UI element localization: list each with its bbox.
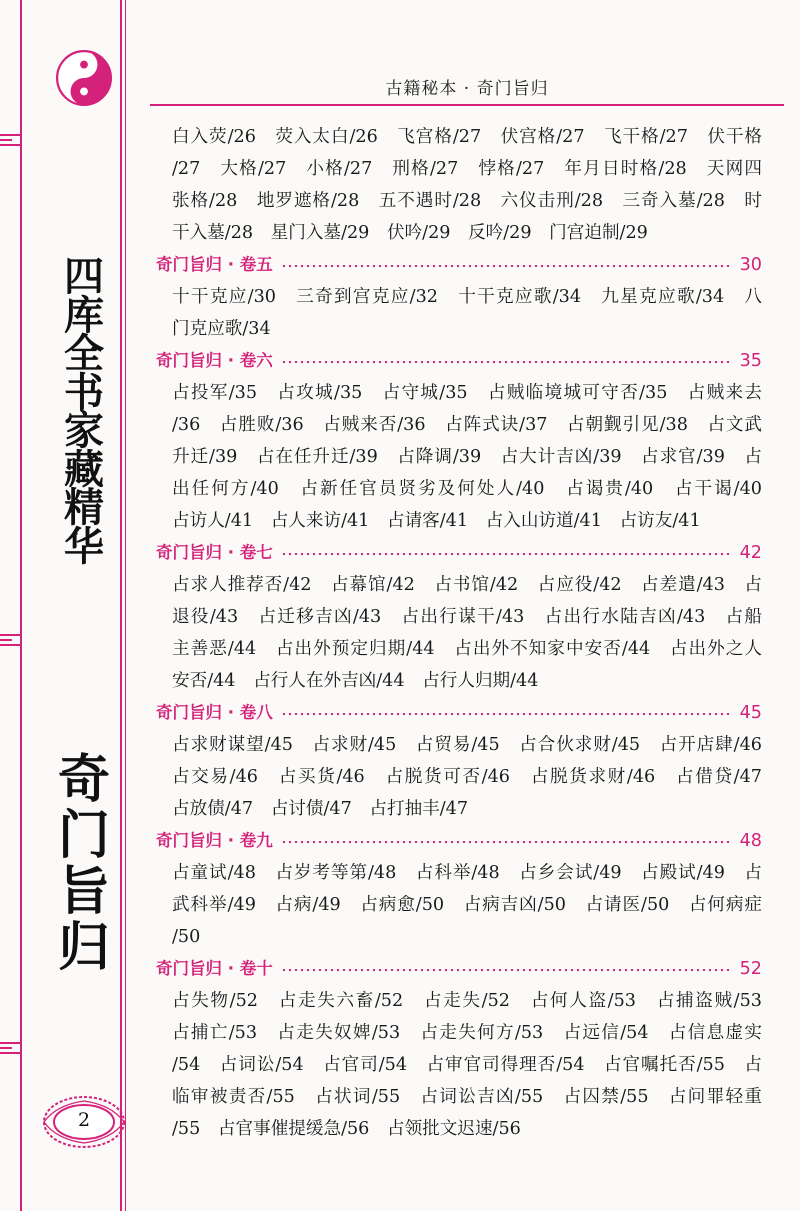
chapter-title: 奇门旨归 · 卷五 — [156, 255, 273, 274]
toc-entry-line: 白入荧/26 荧入太白/26 飞宫格/27 伏宫格/27 飞干格/27 伏干格 — [172, 127, 762, 147]
band-rule-inner-thin — [125, 0, 126, 1211]
toc-entry-line: 占童试/48 占岁考等第/48 占科举/48 占乡会试/49 占殿试/49 占 — [172, 863, 762, 883]
toc-entry-line: 门克应歌/34 — [172, 319, 271, 339]
chapter-page: 30 — [739, 255, 762, 275]
title-glyph: 全 — [64, 330, 104, 377]
title-glyph: 旨 — [57, 862, 110, 922]
toc-entry-line: 占失物/52 占走失六畜/52 占走失/52 占何人盗/53 占捕盗贼/53 — [172, 991, 762, 1011]
toc-entry-line: 出任何方/40 占新任官员贤劣及何处人/40 占谒贵/40 占干谒/40 — [172, 479, 762, 499]
left-decorative-band — [0, 0, 132, 1211]
title-glyph: 藏 — [64, 445, 104, 493]
page-number: 2 — [77, 1109, 91, 1131]
chapter-title: 奇门旨归 · 卷八 — [156, 703, 273, 722]
dot-leader — [281, 713, 732, 715]
toc-entry-line: 占访人/41 占人来访/41 占请客/41 占入山访道/41 占访友/41 — [172, 511, 701, 531]
toc-entry-line: 占交易/46 占买货/46 占脱货可否/46 占脱货求财/46 占借贷/47 — [172, 767, 762, 787]
band-ornament — [0, 632, 24, 646]
toc-entry-line: 武科举/49 占病/49 占病愈/50 占病吉凶/50 占请医/50 占何病症 — [172, 895, 762, 915]
table-of-contents — [156, 121, 762, 1145]
band-rule-inner — [120, 0, 122, 1211]
band-rule-outer — [20, 0, 22, 1211]
title-glyph: 书 — [64, 368, 104, 416]
toc-entry-line: 十干克应/30 三奇到宫克应/32 十干克应歌/34 九星克应歌/34 八 — [172, 287, 762, 307]
toc-entry-line: 干入墓/28 星门入墓/29 伏吟/29 反吟/29 门宫迫制/29 — [172, 223, 648, 243]
chapter-heading — [156, 537, 762, 569]
title-glyph: 家 — [64, 407, 104, 454]
toc-entry-line: /55 占官事催提缓急/56 占领批文迟速/56 — [172, 1119, 521, 1139]
toc-entry-line: 临审被责否/55 占状词/55 占词讼吉凶/55 占囚禁/55 占问罪轻重 — [172, 1087, 762, 1107]
toc-entry-line: 安否/44 占行人在外吉凶/44 占行人归期/44 — [172, 671, 539, 691]
dot-leader — [281, 265, 732, 267]
title-glyph: 门 — [57, 806, 110, 866]
dot-leader — [281, 969, 732, 971]
chapter-heading — [156, 697, 762, 729]
toc-entry-line: 占投军/35 占攻城/35 占守城/35 占贼临境城可守否/35 占贼来去 — [172, 383, 762, 403]
toc-entry-line: 退役/43 占迁移吉凶/43 占出行谋干/43 占出行水陆吉凶/43 占船 — [172, 607, 762, 627]
toc-entry-line: 占求财谋望/45 占求财/45 占贸易/45 占合伙求财/45 占开店肆/46 — [172, 735, 762, 755]
chapter-page: 42 — [739, 543, 762, 563]
toc-entry-line: /27 大格/27 小格/27 刑格/27 悖格/27 年月日时格/28 天网四 — [172, 159, 762, 179]
chapter-title: 奇门旨归 · 卷十 — [156, 959, 273, 978]
title-glyph: 归 — [57, 918, 110, 978]
title-glyph: 四 — [64, 253, 104, 300]
toc-entry-line: /50 — [172, 927, 201, 947]
chapter-heading — [156, 249, 762, 281]
chapter-heading — [156, 825, 762, 857]
dot-leader — [281, 553, 732, 555]
chapter-title: 奇门旨归 · 卷七 — [156, 543, 273, 562]
toc-entry-line: /54 占词讼/54 占官司/54 占审官司得理否/54 占官嘱托否/55 占 — [172, 1055, 762, 1075]
running-head: 古籍秘本 · 奇门旨归 — [385, 79, 549, 99]
header-rule — [150, 104, 784, 106]
dot-leader — [281, 841, 732, 843]
title-glyph: 精 — [64, 484, 104, 531]
chapter-title: 奇门旨归 · 卷九 — [156, 831, 273, 850]
series-title — [46, 253, 122, 570]
chapter-heading — [156, 345, 762, 377]
title-glyph: 华 — [64, 522, 104, 570]
book-title — [46, 752, 122, 976]
chapter-page: 45 — [739, 703, 762, 723]
toc-entry-line: 张格/28 地罗遮格/28 五不遇时/28 六仪击刑/28 三奇入墓/28 时 — [172, 191, 762, 211]
toc-entry-line: /36 占胜败/36 占贼来否/36 占阵式诀/37 占朝觐引见/38 占文武 — [172, 415, 762, 435]
title-glyph: 奇 — [57, 750, 110, 810]
toc-entry-line: 占放债/47 占讨债/47 占打抽丰/47 — [172, 799, 469, 819]
yin-yang-icon — [56, 50, 112, 106]
toc-entry-line: 占求人推荐否/42 占幕馆/42 占书馆/42 占应役/42 占差遣/43 占 — [172, 575, 762, 595]
chapter-heading — [156, 953, 762, 985]
band-ornament — [0, 132, 24, 146]
toc-entry-line: 升迁/39 占在任升迁/39 占降调/39 占大计吉凶/39 占求官/39 占 — [172, 447, 762, 467]
chapter-page: 35 — [739, 351, 762, 371]
toc-entry-line: 占捕亡/53 占走失奴婢/53 占走失何方/53 占远信/54 占信息虚实 — [172, 1023, 762, 1043]
chapter-page: 52 — [739, 959, 762, 979]
toc-entry-line: 主善恶/44 占出外预定归期/44 占出外不知家中安否/44 占出外之人 — [172, 639, 762, 659]
title-glyph: 库 — [64, 291, 104, 339]
chapter-title: 奇门旨归 · 卷六 — [156, 351, 273, 370]
chapter-page: 48 — [739, 831, 762, 851]
dot-leader — [281, 361, 732, 363]
band-ornament — [0, 1040, 24, 1054]
